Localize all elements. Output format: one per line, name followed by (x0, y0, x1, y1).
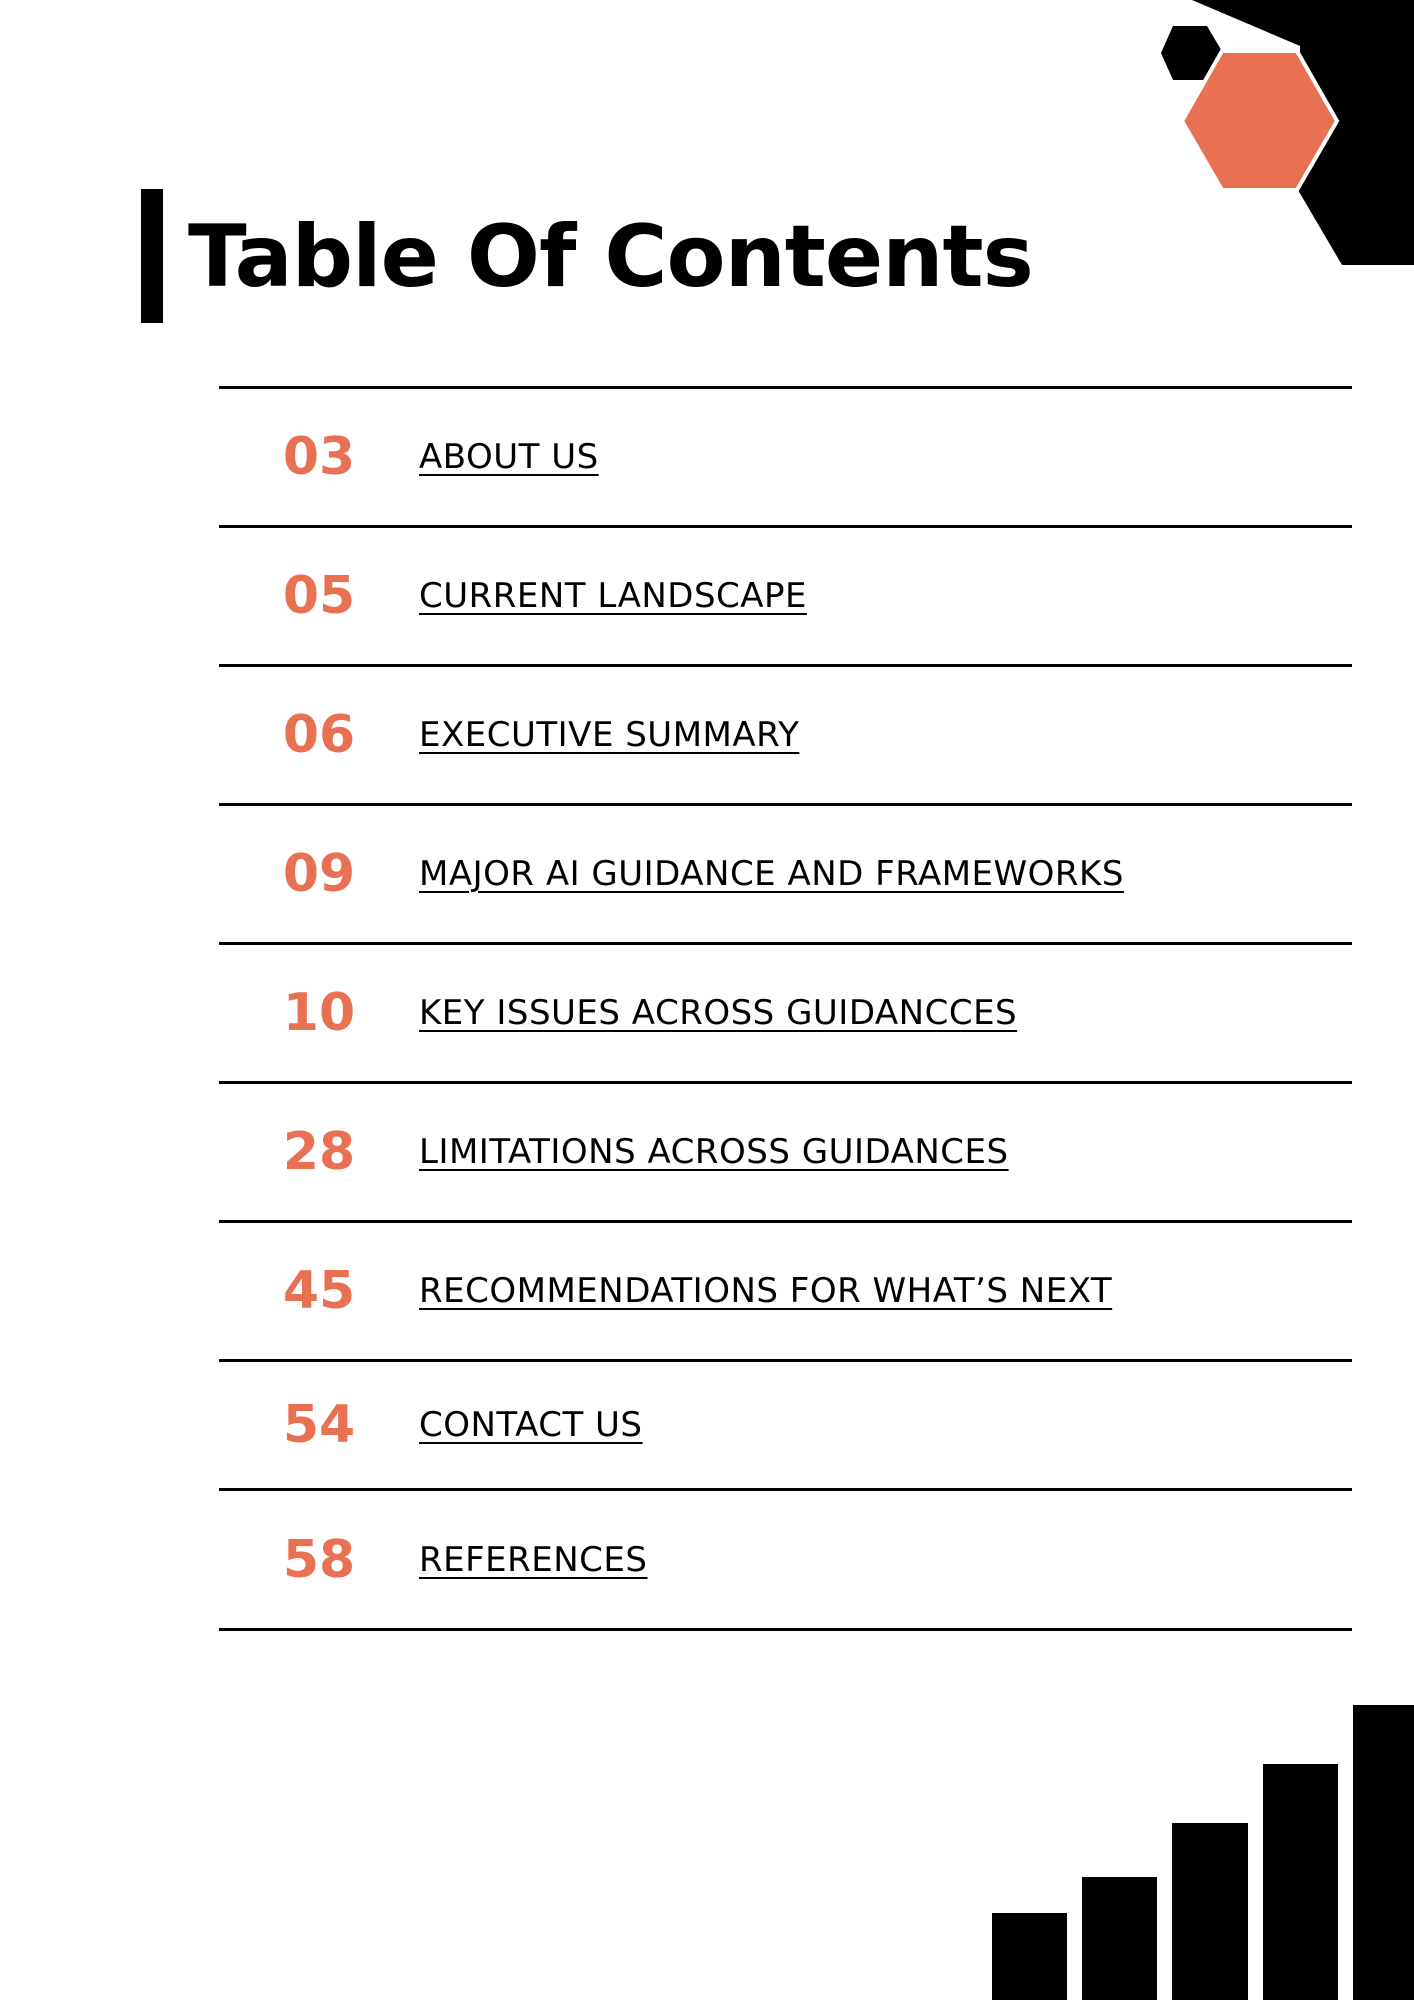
toc-item-references[interactable] (219, 1491, 1352, 1631)
bars-decoration (990, 1700, 1414, 2000)
toc-item-recommendations[interactable] (219, 1223, 1352, 1362)
decor-bar (1353, 1705, 1414, 2000)
decor-bar (1172, 1823, 1248, 2000)
toc-item-current-landscape[interactable] (219, 528, 1352, 667)
decor-bar (1082, 1877, 1157, 2000)
hexagon-decoration (1140, 0, 1414, 270)
decor-bar (992, 1913, 1067, 2000)
decor-bar (1263, 1764, 1338, 2000)
title-accent-bar (141, 189, 163, 323)
toc-page-number: 06 (282, 705, 356, 765)
toc-page-number: 09 (282, 844, 356, 904)
toc-item-label: CONTACT US (419, 1405, 643, 1445)
toc-item-label: RECOMMENDATIONS FOR WHAT’S NEXT (419, 1271, 1113, 1311)
toc-page-number: 28 (282, 1122, 356, 1182)
toc-item-label: LIMITATIONS ACROSS GUIDANCES (419, 1132, 1009, 1172)
page-title: Table Of Contents (188, 207, 1033, 307)
toc-page-number: 03 (282, 427, 356, 487)
toc-item-contact-us[interactable] (219, 1362, 1352, 1491)
toc-item-label: CURRENT LANDSCAPE (419, 576, 808, 616)
toc-item-executive-summary[interactable] (219, 667, 1352, 806)
toc-page-number: 54 (282, 1395, 356, 1455)
toc-item-key-issues[interactable] (219, 945, 1352, 1084)
toc-item-label: EXECUTIVE SUMMARY (419, 715, 800, 755)
toc-list (219, 386, 1352, 1631)
toc-page-number: 58 (282, 1529, 356, 1590)
toc-page-number: 05 (282, 566, 356, 626)
toc-page-number: 45 (282, 1261, 356, 1321)
toc-item-about-us[interactable] (219, 389, 1352, 528)
toc-item-label: KEY ISSUES ACROSS GUIDANCCES (419, 993, 1018, 1033)
toc-item-label: MAJOR AI GUIDANCE AND FRAMEWORKS (419, 854, 1124, 894)
toc-page-number: 10 (282, 983, 356, 1043)
toc-item-major-ai-guidance[interactable] (219, 806, 1352, 945)
toc-item-label: ABOUT US (419, 437, 599, 477)
toc-item-label: REFERENCES (419, 1539, 648, 1580)
toc-item-limitations[interactable] (219, 1084, 1352, 1223)
